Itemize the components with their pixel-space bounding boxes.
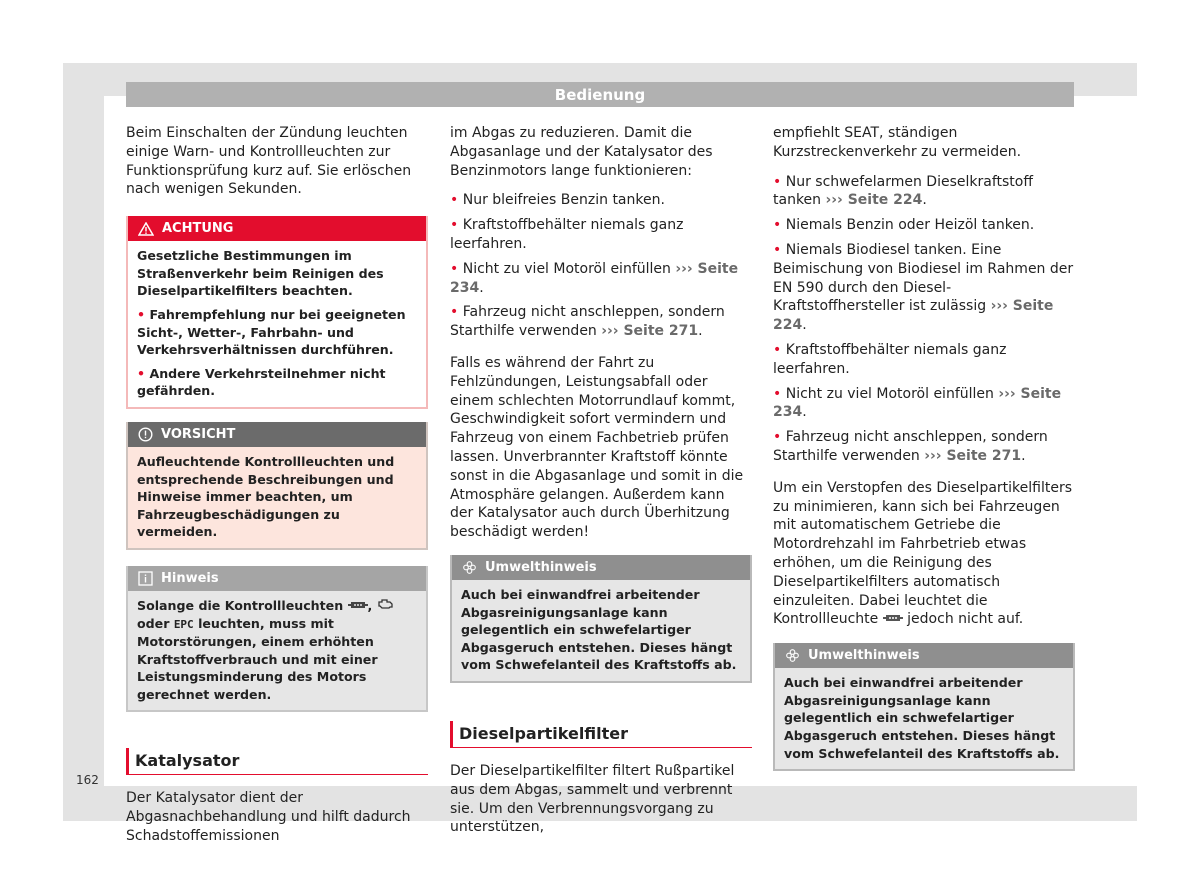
bullet-item: • Fahrzeug nicht anschleppen, sondern Starthilfe verwenden ››› Seite 271. <box>773 429 1048 464</box>
note-body <box>128 591 426 711</box>
leaf-icon <box>462 560 477 575</box>
page-reference-link[interactable]: ››› Seite 224 <box>825 192 923 209</box>
caution-paragraph: Aufleuchtende Kontrollleuchten und entsprechende Beschreibungen und Hinweise immer beachten, um Fahrzeugbeschädigungen zu vermeiden. <box>137 453 395 540</box>
bullet-item: • Nur bleifreies Benzin tanken. <box>450 192 665 209</box>
column-2 <box>450 124 752 837</box>
bullet-icon: • <box>450 260 459 277</box>
bullet-item: • Niemals Biodiesel tanken. Eine Beimischung von Biodiesel im Rahmen der EN 590 durch den Diesel-Kraftstoffhersteller ist zulässig ››› Seite 224. <box>773 241 1074 334</box>
warning-box <box>126 216 428 409</box>
note-paragraph: Solange die Kontrollleuchten , oder EPC leuchten, muss mit Motorstörungen, einem erhöhten Kraftstoffverbrauch und mit einer Leistungsminderung des Motors gerechnet werden. <box>137 597 418 704</box>
page-number: 162 <box>76 773 99 787</box>
note-title: Hinweis <box>161 570 219 586</box>
caution-box-header <box>128 422 426 447</box>
exclamation-circle-icon <box>138 427 153 442</box>
bullet-item: • Nicht zu viel Motoröl einfüllen ››› Seite 234. <box>450 260 739 296</box>
section-title-katalysator: Katalysator <box>126 748 428 775</box>
page-reference-link[interactable]: ››› Seite 271 <box>924 447 1022 464</box>
column-3 <box>773 124 1075 771</box>
warning-body <box>128 241 426 407</box>
bullet-icon: • <box>773 341 782 358</box>
warning-triangle-icon <box>138 222 154 236</box>
dpf-lamp-icon <box>883 613 903 623</box>
page-reference-link[interactable]: ››› Seite 271 <box>601 323 699 340</box>
paragraph: im Abgas zu reduzieren. Damit die Abgasanlage und der Katalysator des Benzinmotors lange funktionieren: <box>450 125 713 179</box>
environment-note-text: Auch bei einwandfrei arbeitender Abgasreinigungsanlage kann gelegentlich ein schwefelartiger Abgasgeruch entstehen. Dieses hängt vom Schwefelanteil des Kraftstoffs ab. <box>461 586 737 673</box>
paragraph: Der Dieselpartikelfilter filtert Rußpartikel aus dem Abgas, sammelt und verbrennt sie. Um den Verbrennungsvorgang zu unterstützen, <box>450 762 735 836</box>
bullet-item: • Nur schwefelarmen Dieselkraftstoff tanken ››› Seite 224. <box>773 173 1033 209</box>
page-reference-link[interactable]: ››› Seite 234 <box>773 385 1062 421</box>
column-1 <box>126 124 428 846</box>
page-reference-link[interactable]: ››› Seite 224 <box>773 298 1054 334</box>
environment-note-header <box>452 555 750 580</box>
warning-box-header <box>128 216 426 241</box>
caution-title: VORSICHT <box>161 426 236 442</box>
paragraph: Um ein Verstopfen des Dieselpartikelfilters zu minimieren, kann sich bei Fahrzeugen mit automatischem Getriebe die Motordrehzahl im Fahrbetrieb etwas erhöhen, um die Reinigung des Dieselpartikelfilters automatisch einzuleiten. Dabei leuchtet die Kontrollleuchte jedoch nicht auf. <box>773 479 1073 628</box>
environment-note-box <box>450 555 752 683</box>
bullet-icon: • <box>773 429 782 446</box>
bullet-icon: • <box>773 241 782 258</box>
intro-paragraph: Beim Einschalten der Zündung leuchten einige Warn- und Kontrollleuchten zur Funktionsprüfung kurz auf. Sie erlöschen nach wenigen Sekunden. <box>126 125 412 198</box>
bullet-item: • Fahrzeug nicht anschleppen, sondern Starthilfe verwenden ››› Seite 271. <box>450 304 725 340</box>
info-icon <box>138 571 153 586</box>
epc-lamp-label: EPC <box>173 617 194 631</box>
bullet-icon: • <box>450 217 459 234</box>
dpf-lamp-icon <box>348 600 368 610</box>
engine-lamp-icon <box>377 598 395 610</box>
environment-note-header <box>775 643 1073 668</box>
bullet-icon: • <box>773 385 782 402</box>
page-header: Bedienung <box>126 82 1074 107</box>
environment-note-box <box>773 643 1075 771</box>
bullet-icon: • <box>773 217 782 234</box>
leaf-icon <box>785 648 800 663</box>
environment-note-title: Umwelthinweis <box>485 559 597 575</box>
bullet-item: • Kraftstoffbehälter niemals ganz leerfahren. <box>773 341 1007 377</box>
warning-bullet: • Andere Verkehrsteilnehmer nicht gefährden. <box>137 365 386 399</box>
section-title-dieselpartikelfilter: Dieselpartikelfilter <box>450 721 752 748</box>
bullet-item: • Kraftstoffbehälter niemals ganz leerfahren. <box>450 217 684 252</box>
bullet-item: • Niemals Benzin oder Heizöl tanken. <box>773 217 1035 234</box>
note-box <box>126 566 428 713</box>
paragraph: empfiehlt SEAT, ständigen Kurzstreckenverkehr zu vermeiden. <box>773 125 1022 160</box>
bullet-icon: • <box>137 365 146 381</box>
warning-title: ACHTUNG <box>162 221 234 237</box>
bullet-icon: • <box>773 173 782 190</box>
warning-paragraph: Gesetzliche Bestimmungen im Straßenverkehr beim Reinigen des Dieselpartikelfilters beachten. <box>137 248 384 299</box>
warning-bullet: • Fahrempfehlung nur bei geeigneten Sicht-, Wetter-, Fahrbahn- und Verkehrsverhältnissen durchführen. <box>137 306 406 358</box>
environment-note-title: Umwelthinweis <box>808 648 920 664</box>
bullet-icon: • <box>450 192 459 209</box>
page-reference-link[interactable]: ››› Seite 234 <box>450 260 739 296</box>
caution-box <box>126 422 428 550</box>
caution-body <box>128 447 426 548</box>
paragraph: Falls es während der Fahrt zu Fehlzündungen, Leistungsabfall oder einem schlechten Motorrundlauf kommt, Geschwindigkeit sofort vermindern und Fahrzeug von einem Fachbetrieb prüfen lassen. Unverbrannter Kraftstoff könnte sonst in die Abgasanlage und somit in die Atmosphäre gelangen. Außerdem kann der Katalysator auch durch Überhitzung beschädigt werden! <box>450 354 744 541</box>
bullet-item: • Nicht zu viel Motoröl einfüllen ››› Seite 234. <box>773 385 1062 421</box>
note-box-header <box>128 566 426 591</box>
environment-note-text: Auch bei einwandfrei arbeitender Abgasreinigungsanlage kann gelegentlich ein schwefelartiger Abgasgeruch entstehen. Dieses hängt vom Schwefelanteil des Kraftstoffs ab. <box>784 675 1060 761</box>
environment-note-body <box>452 580 750 681</box>
catalyst-paragraph: Der Katalysator dient der Abgasnachbehandlung und hilft dadurch Schadstoffemissionen <box>126 790 411 845</box>
bullet-icon: • <box>137 306 146 322</box>
environment-note-body <box>775 668 1073 769</box>
bullet-icon: • <box>450 304 459 321</box>
